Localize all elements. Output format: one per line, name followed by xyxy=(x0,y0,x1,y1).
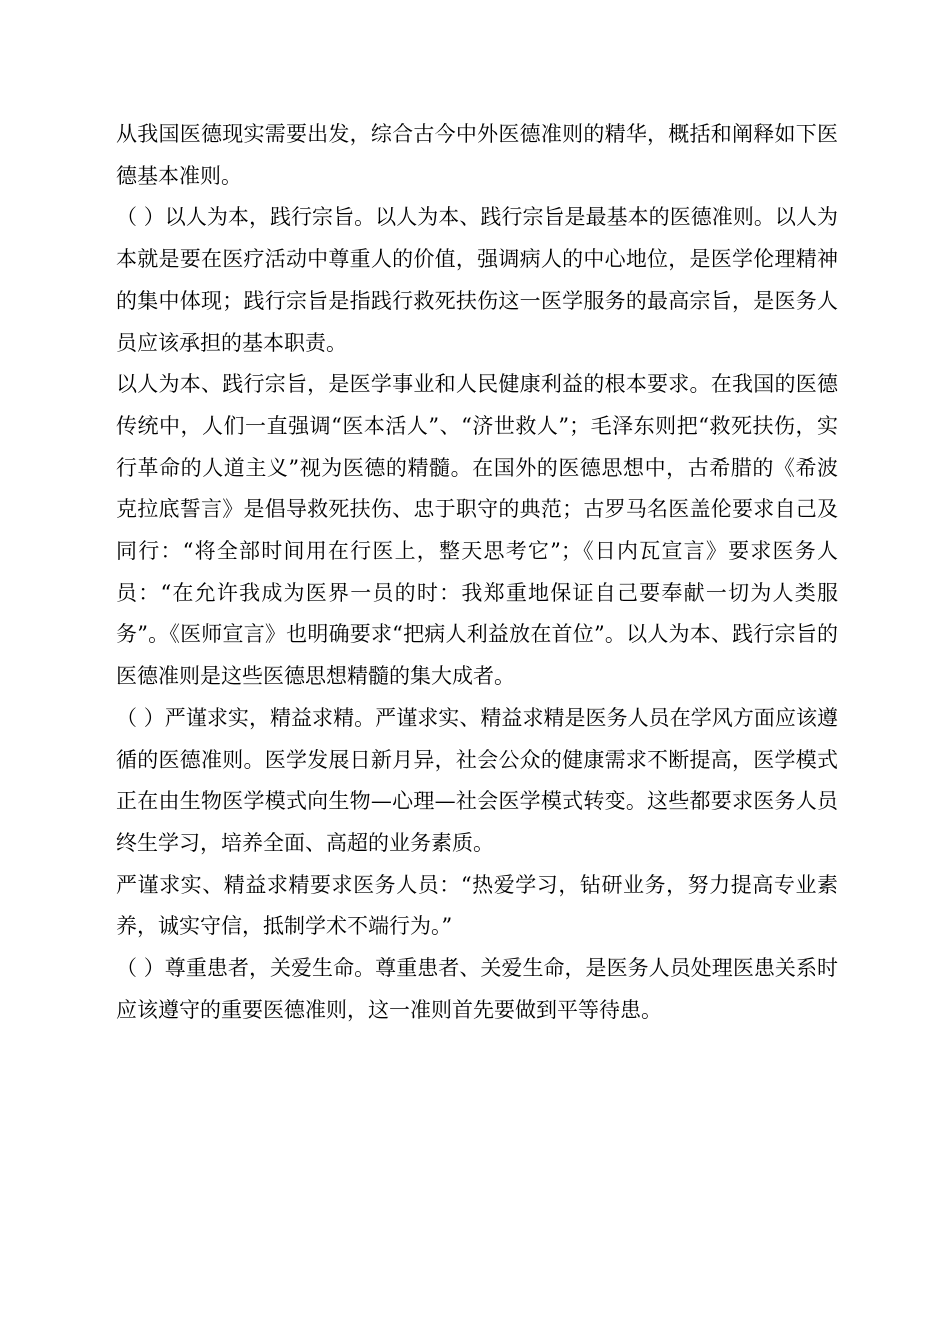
paragraph-principle-rigor: （ ）严谨求实，精益求精。严谨求实、精益求精是医务人员在学风方面应该遵循的医德准则。医学发展日新月异，社会公众的健康需求不断提高，医学模式正在由生物医学模式向生物—心理—社会医学模式转变。这些都要求医务人员终生学习，培养全面、高超的业务素质。 xyxy=(116,705,838,855)
paragraph-principle-respect-patients: （ ）尊重患者，关爱生命。尊重患者、关爱生命，是医务人员处理医患关系时应该遵守的重要医德准则，这一准则首先要做到平等待患。 xyxy=(116,956,838,1022)
paragraph-rigor-requirements: 严谨求实、精益求精要求医务人员：“热爱学习，钻研业务，努力提高专业素养，诚实守信，抵制学术不端行为。” xyxy=(116,872,838,939)
paragraph-intro: 从我国医德现实需要出发，综合古今中外医德准则的精华，概括和阐释如下医德基本准则。 xyxy=(116,122,838,188)
paragraph-people-oriented-explanation: 以人为本、践行宗旨，是医学事业和人民健康利益的根本要求。在我国的医德传统中，人们一直强调“医本活人”、“济世救人”；毛泽东则把“救死扶伤，实行革命的人道主义”视为医德的精髓。在国外的医德思想中，古希腊的《希波克拉底誓言》是倡导救死扶伤、忠于职守的典范；古罗马名医盖伦要求自己及同行：“将全部时间用在行医上，整天思考它”；《日内瓦宣言》要求医务人员：“在允许我成为医界一员的时：我郑重地保证自己要奉献一切为人类服务”。《医师宣言》也明确要求“把病人利益放在首位”。以人为本、践行宗旨的医德准则是这些医德思想精髓的集大成者。 xyxy=(116,372,838,689)
paragraph-principle-people-oriented: （ ）以人为本，践行宗旨。以人为本、践行宗旨是最基本的医德准则。以人为本就是要在医疗活动中尊重人的价值，强调病人的中心地位，是医学伦理精神的集中体现；践行宗旨是指践行救死扶伤这一医学服务的最高宗旨，是医务人员应该承担的基本职责。 xyxy=(116,205,838,355)
document-body xyxy=(116,114,838,1031)
